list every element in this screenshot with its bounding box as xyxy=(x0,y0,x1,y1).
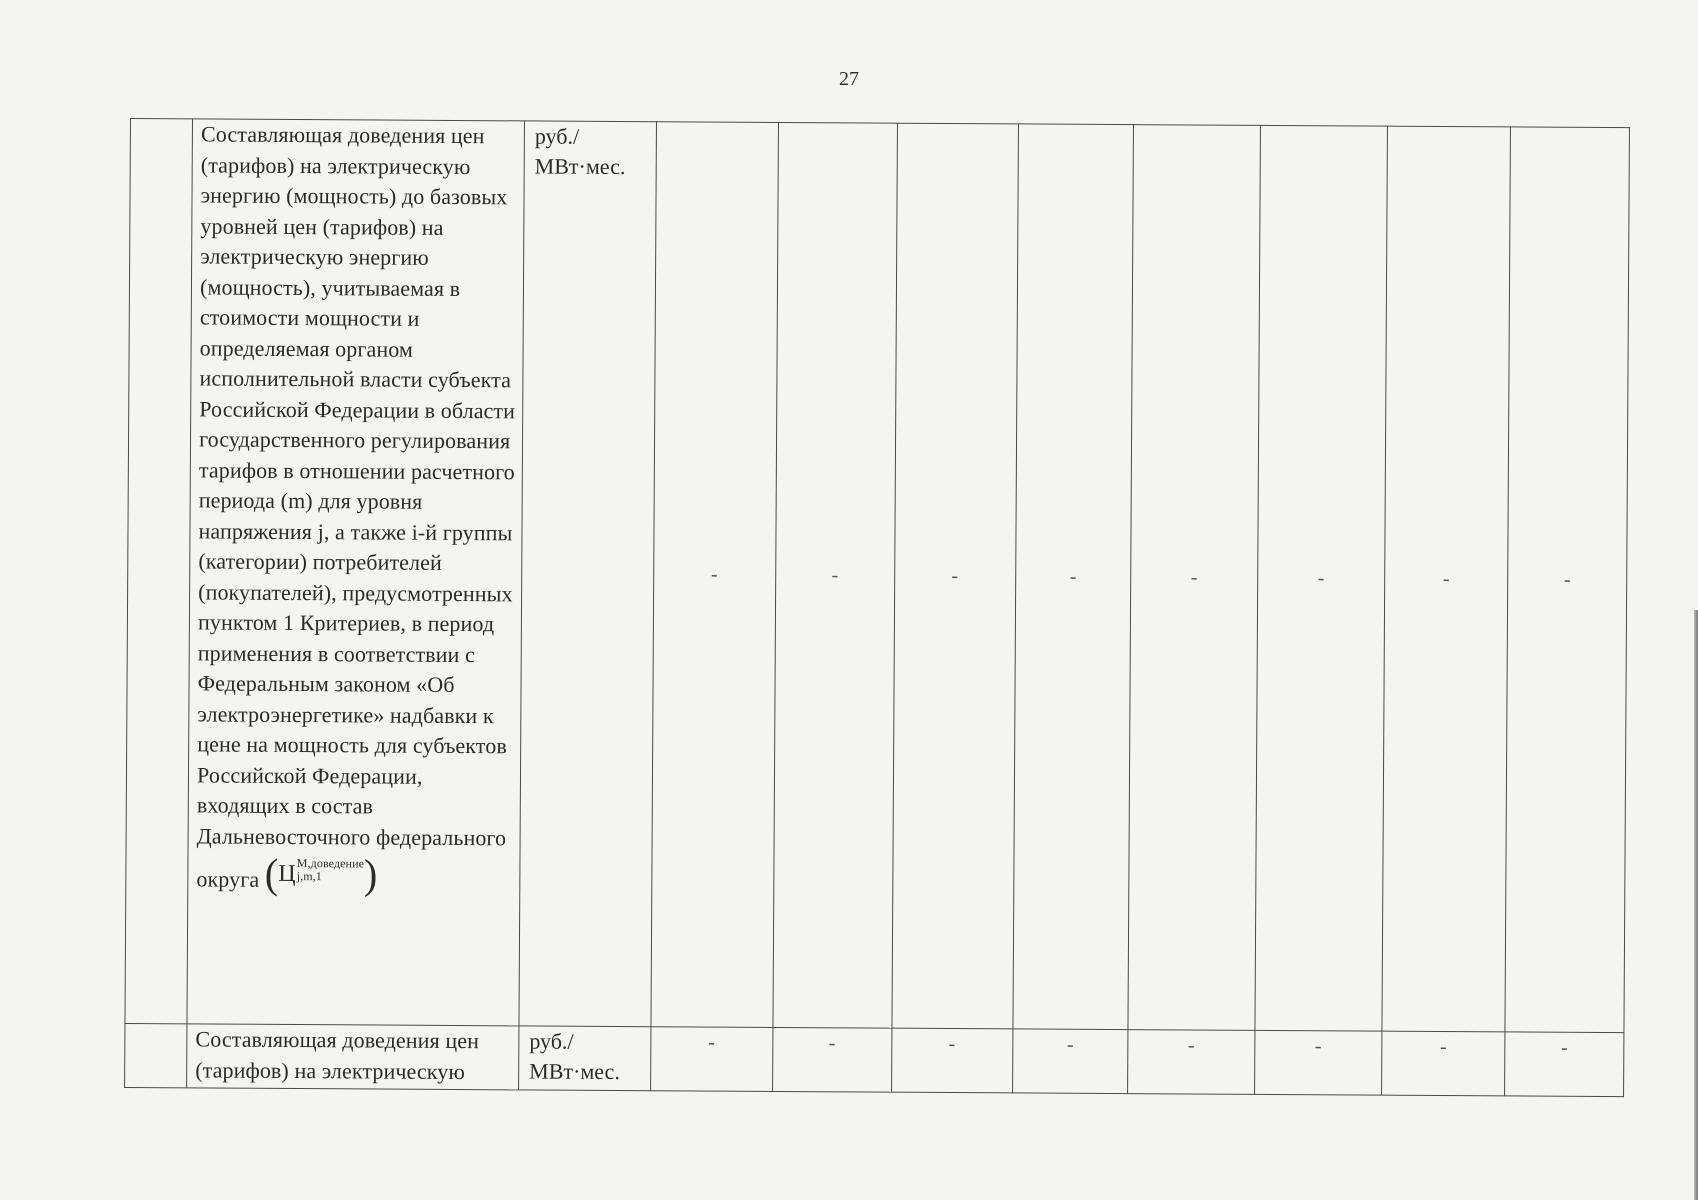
page-number: 27 xyxy=(839,68,859,90)
description-text: Составляющая доведения цен (тарифов) на электрическую xyxy=(195,1026,480,1084)
value-cell: - xyxy=(651,122,779,1028)
unit-cell: руб./ МВт·мес. xyxy=(519,1026,651,1091)
value-cell: - xyxy=(650,1027,772,1092)
value-cell: - xyxy=(1382,126,1511,1032)
formula-superscript: М,доведение xyxy=(296,856,365,871)
value-cell: - xyxy=(1128,125,1260,1031)
description-cell xyxy=(187,1024,519,1090)
index-cell xyxy=(125,1023,187,1087)
value-cell: - xyxy=(1128,1030,1255,1095)
formula: ( Ц М,доведение j,m,1 ) xyxy=(264,849,378,898)
formula-subscript: j,m,1 xyxy=(296,869,322,884)
index-cell xyxy=(125,119,193,1024)
value-cell: - xyxy=(1254,1030,1382,1095)
table-row xyxy=(125,119,1630,1033)
value-cell: - xyxy=(1505,1032,1624,1097)
value-cell: - xyxy=(891,1028,1012,1093)
scan-edge-shadow xyxy=(1694,610,1698,1200)
description-cell xyxy=(187,119,524,1026)
value-cell: - xyxy=(1012,1029,1128,1094)
value-cell: - xyxy=(772,1027,891,1092)
value-cell: - xyxy=(1505,127,1629,1033)
value-cell: - xyxy=(773,122,897,1028)
value-cell: - xyxy=(1254,125,1387,1031)
value-cell: - xyxy=(892,123,1019,1029)
value-cell: - xyxy=(1013,124,1134,1030)
tariff-table xyxy=(124,118,1630,1097)
unit-cell: руб./ МВт·мес. xyxy=(519,121,656,1027)
formula-base: Ц xyxy=(278,860,296,888)
table-row xyxy=(125,1023,1624,1096)
description-text: Составляющая доведения цен (тарифов) на электрическую энергию (мощность) до базовых уровней цен (тарифов) на электрическую энергию (мощность), учитываемая в стоимости мощности и определяемая органом исполнительной власти субъекта Российской Федерации в области государственного регулирования тарифов в отношении расчетного периода (m) для уровня напряжения j, а также i-й группы (категории) потребителей (покупателей), предусмотренных пунктом 1 Критериев, в период применения в соответствии с Федеральным законом «Об электроэнергетике» надбавки к цене на мощность для субъектов Российской Федерации, входящих в состав Дальневосточного федерального округа xyxy=(196,121,516,892)
value-cell: - xyxy=(1381,1031,1505,1096)
